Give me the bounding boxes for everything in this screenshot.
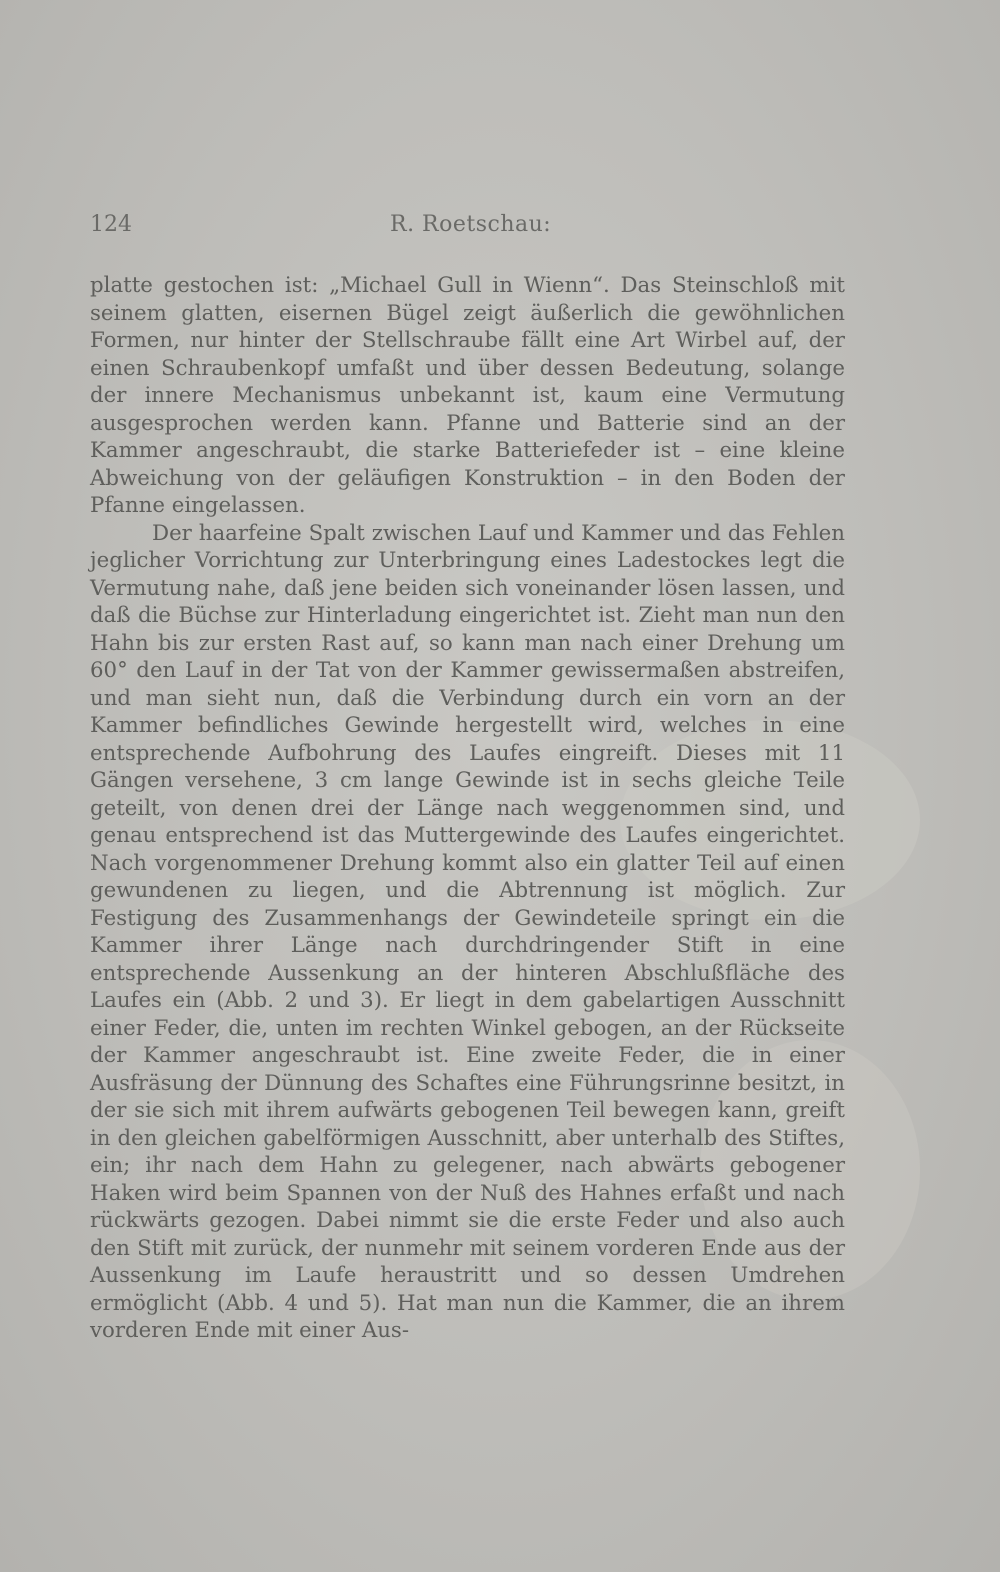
- paragraph-continued: platte gestochen ist: „Michael Gull in Wienn“. Das Steinschloß mit seinem glatten, eisernen Bügel zeigt äußerlich die gewöhnlichen Formen, nur hinter der Stellschraube fällt eine Art Wirbel auf, der einen Schraubenkopf umfaßt und über dessen Bedeutung, solange der innere Mechanismus unbekannt ist, kaum eine Vermutung ausgesprochen werden kann. Pfanne und Batterie sind an der Kammer angeschraubt, die starke Batteriefeder ist – eine kleine Abweichung von der geläufigen Konstruktion – in den Boden der Pfanne eingelassen.: [90, 273, 845, 518]
- body-text: [90, 272, 845, 1345]
- page-number: 124: [90, 212, 132, 237]
- running-head: R. Roetschau:: [390, 212, 552, 237]
- page-header: [90, 208, 845, 248]
- paragraph-main: Der haarfeine Spalt zwischen Lauf und Kammer und das Fehlen jeglicher Vorrichtung zur Unterbringung eines Ladestockes legt die Vermutung nahe, daß jene beiden sich voneinander lösen lassen, und daß die Büchse zur Hinterladung eingerichtet ist. Zieht man nun den Hahn bis zur ersten Rast auf, so kann man nach einer Drehung um 60° den Lauf in der Tat von der Kammer gewissermaßen abstreifen, und man sieht nun, daß die Verbindung durch ein vorn an der Kammer befindliches Gewinde hergestellt wird, welches in eine entsprechende Aufbohrung des Laufes eingreift. Dieses mit 11 Gängen versehene, 3 cm lange Gewinde ist in sechs gleiche Teile geteilt, von denen drei der Länge nach weggenommen sind, und genau entsprechend ist das Muttergewinde des Laufes eingerichtet. Nach vorgenommener Drehung kommt also ein glatter Teil auf einen gewundenen zu liegen, und die Abtrennung ist möglich. Zur Festigung des Zusammenhangs der Gewindeteile springt ein die Kammer ihrer Länge nach durchdringender Stift in eine entsprechende Aussenkung an der hinteren Abschlußfläche des Laufes ein (Abb. 2 und 3). Er liegt in dem gabelartigen Ausschnitt einer Feder, die, unten im rechten Winkel gebogen, an der Rückseite der Kammer angeschraubt ist. Eine zweite Feder, die in einer Ausfräsung der Dünnung des Schaftes eine Führungsrinne besitzt, in der sie sich mit ihrem aufwärts gebogenen Teil bewegen kann, greift in den gleichen gabelförmigen Ausschnitt, aber unterhalb des Stiftes, ein; ihr nach dem Hahn zu gelegener, nach abwärts gebogener Haken wird beim Spannen von der Nuß des Hahnes erfaßt und nach rückwärts gezogen. Dabei nimmt sie die erste Feder und also auch den Stift mit zurück, der nunmehr mit seinem vorderen Ende aus der Aussenkung im Laufe heraustritt und so dessen Umdrehen ermöglicht (Abb. 4 und 5). Hat man nun die Kammer, die an ihrem vorderen Ende mit einer Aus-: [90, 520, 845, 1343]
